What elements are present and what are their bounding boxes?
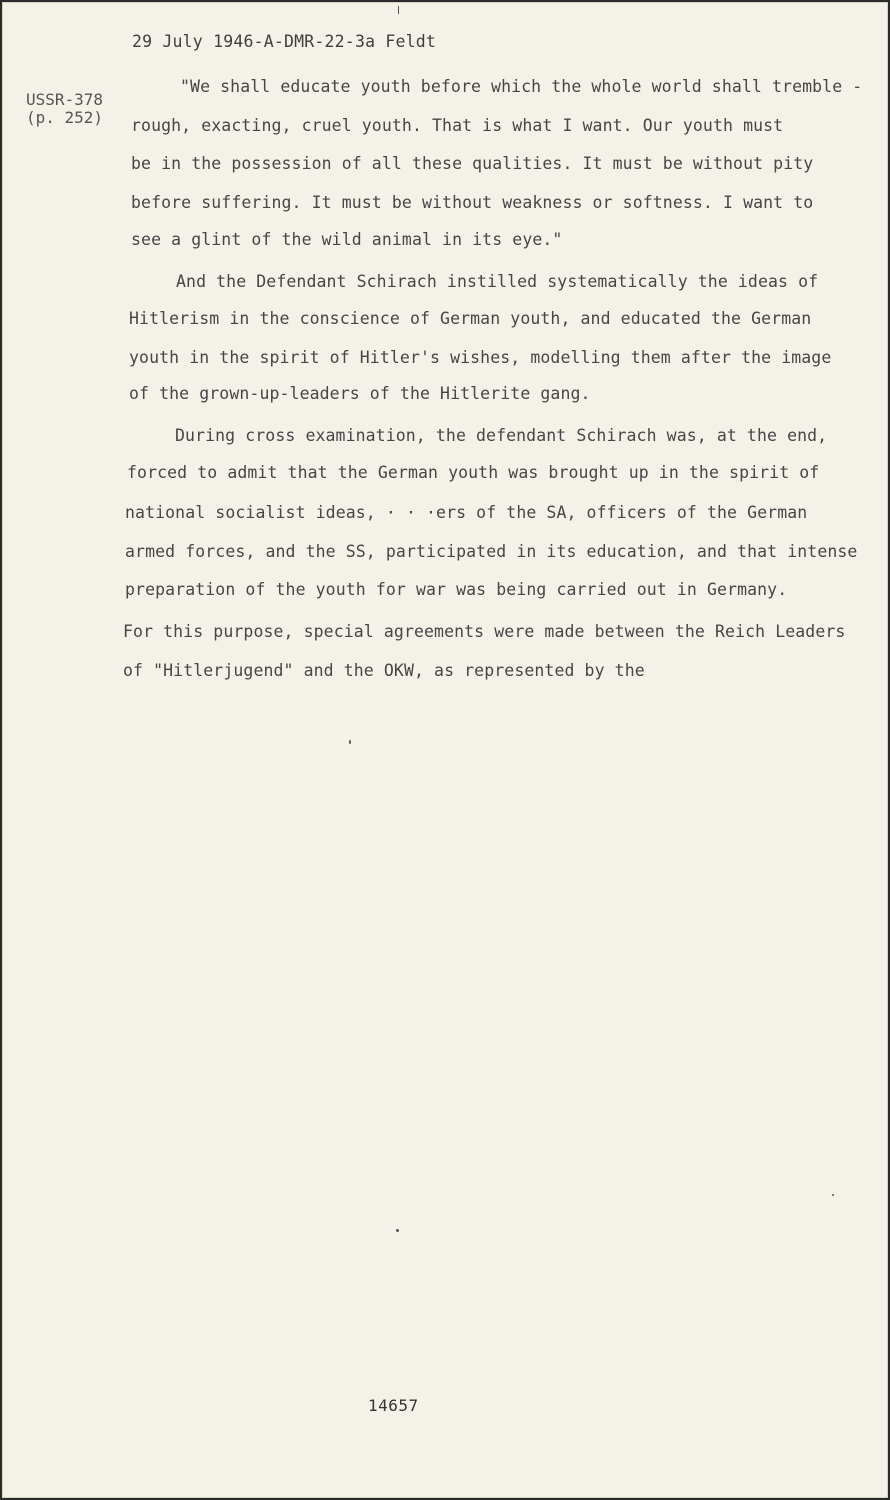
paper-speck [832, 1194, 834, 1196]
text-line: before suffering. It must be without weakness or softness. I want to [131, 193, 814, 212]
text-line: rough, exacting, cruel youth. That is what I want. Our youth must [131, 116, 784, 135]
paper-speck [398, 6, 399, 14]
page-number: 14657 [368, 1396, 419, 1415]
text-line: forced to admit that the German youth was brought up in the spirit of [127, 463, 820, 482]
text-line: And the Defendant Schirach instilled systematically the ideas of [176, 272, 819, 291]
text-line: During cross examination, the defendant Schirach was, at the end, [175, 426, 828, 445]
document-header: 29 July 1946-A-DMR-22-3a Feldt [132, 32, 437, 51]
text-line: For this purpose, special agreements were made between the Reich Leaders [123, 622, 846, 641]
text-line: Hitlerism in the conscience of German youth, and educated the German [129, 309, 812, 328]
text-line: "We shall educate youth before which the whole world shall tremble - [180, 77, 863, 96]
paper-speck [349, 740, 351, 744]
text-line: preparation of the youth for war was being carried out in Germany. [125, 580, 788, 599]
text-line: of "Hitlerjugend" and the OKW, as represented by the [123, 661, 645, 680]
text-line: of the grown-up-leaders of the Hitlerite gang. [129, 384, 591, 403]
text-line: national socialist ideas, · · ·ers of the SA, officers of the German [125, 503, 808, 522]
page-reference: (p. 252) [26, 108, 104, 127]
text-line: armed forces, and the SS, participated in its education, and that intense [125, 542, 858, 561]
text-line: be in the possession of all these qualities. It must be without pity [131, 154, 814, 173]
text-line: youth in the spirit of Hitler's wishes, modelling them after the image [129, 348, 832, 367]
exhibit-reference: USSR-378 [26, 90, 104, 109]
paper-speck [396, 1229, 399, 1232]
text-line: see a glint of the wild animal in its eye." [131, 230, 563, 249]
